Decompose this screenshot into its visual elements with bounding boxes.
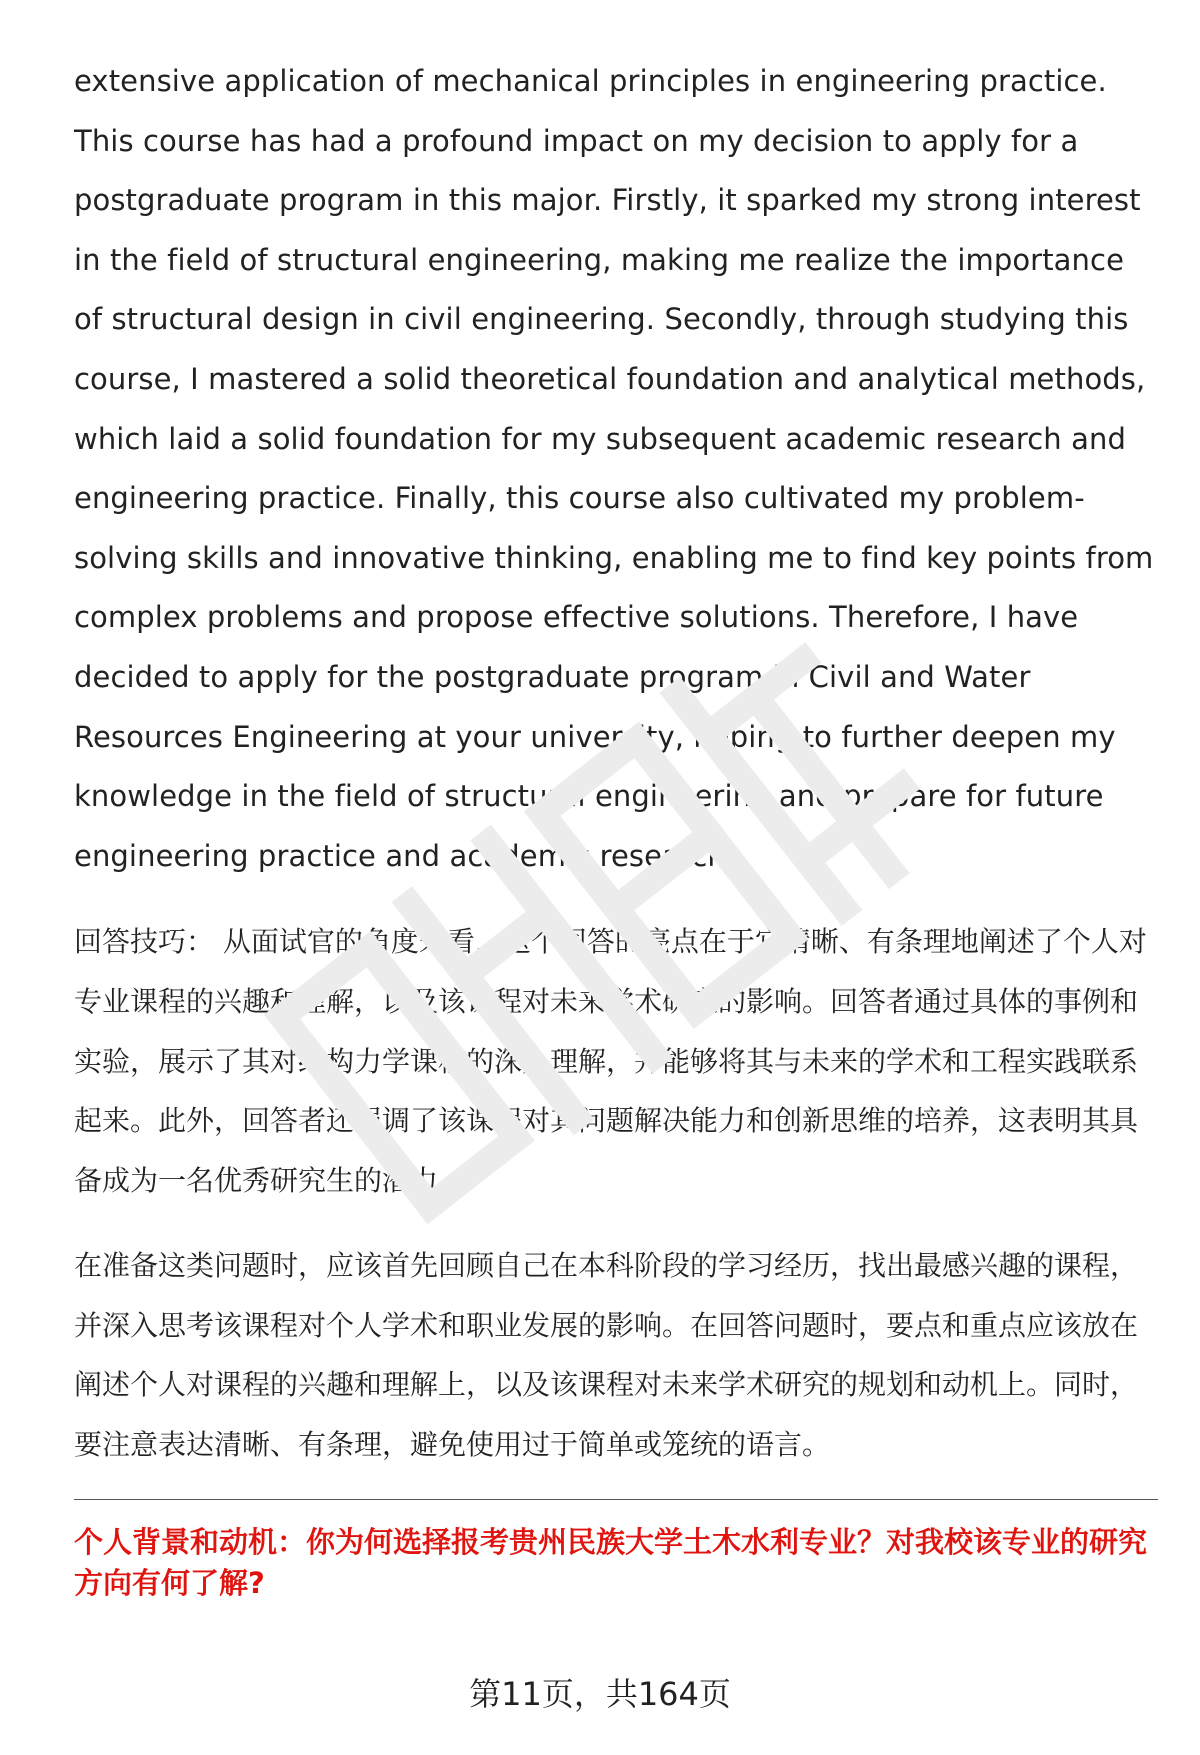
document-page	[74, 52, 1156, 1604]
answer-tips-paragraph: 回答技巧： 从面试官的角度来看，这个回答的亮点在于它清晰、有条理地阐述了个人对专业课程的兴趣和理解，以及该课程对未来学术研究的影响。回答者通过具体的事例和实验，展示了其对结构力学课程的深入理解，并能够将其与未来的学术和工程实践联系起来。此外，回答者还强调了该课程对其问题解决能力和创新思维的培养，这表明其具备成为一名优秀研究生的潜力。	[74, 925, 1147, 1197]
next-question-heading: 个人背景和动机：你为何选择报考贵州民族大学土木水利专业？对我校该专业的研究方向有何了解?	[74, 1524, 1148, 1600]
page-footer: 第11页，共164页	[469, 1675, 731, 1713]
preparation-paragraph: 在准备这类问题时，应该首先回顾自己在本科阶段的学习经历，找出最感兴趣的课程，并深入思考该课程对个人学术和职业发展的影响。在回答问题时，要点和重点应该放在阐述个人对课程的兴趣和理解上，以及该课程对未来学术研究的规划和动机上。同时，要注意表达清晰、有条理，避免使用过于简单或笼统的语言。	[74, 1249, 1139, 1462]
english-paragraph: extensive application of mechanical principles in engineering practice. This course has had a profound impact on my decision to apply for a postgraduate program in this major. Firstly, it sparked my strong interest in the field of structural engineering, making me realize the importance of structural design in civil engineering. Secondly, through studying this course, I mastered a solid theoretical foundation and analytical methods, which laid a solid foundation for my subsequent academic research and engineering practice. Finally, this course also cultivated my problem-solving skills and innovative thinking, enabling me to find key points from complex problems and propose effective solutions. Therefore, I have decided to apply for the postgraduate program in Civil and Water Resources Engineering at your university, hoping to further deepen my knowledge in the field of structural engineering and prepare for future engineering practice and academic research.	[74, 64, 1154, 873]
section-divider	[74, 1499, 1158, 1500]
